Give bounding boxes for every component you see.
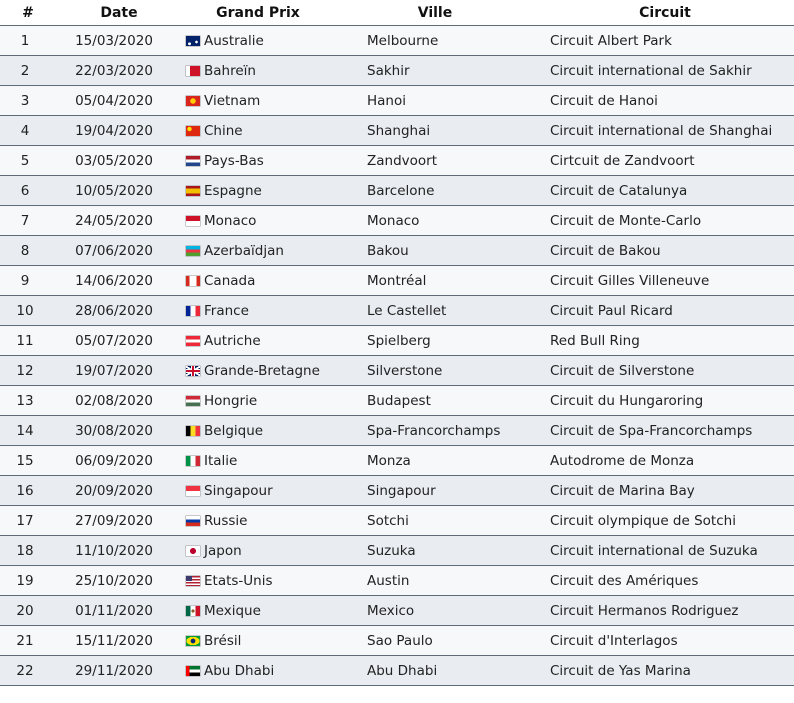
city-name: Shanghai: [364, 116, 546, 146]
grand-prix-cell: [182, 146, 364, 176]
flag-belgium-icon: [186, 426, 200, 436]
round-number: 12: [0, 356, 56, 386]
circuit-name: Circuit Paul Ricard: [546, 296, 794, 326]
grand-prix-cell: [182, 446, 364, 476]
table-row: [0, 86, 794, 116]
round-number: 7: [0, 206, 56, 236]
round-number: 20: [0, 596, 56, 626]
race-date: 15/11/2020: [56, 626, 182, 656]
grand-prix-cell: [182, 536, 364, 566]
table-row: [0, 596, 794, 626]
race-date: 05/07/2020: [56, 326, 182, 356]
round-number: 11: [0, 326, 56, 356]
round-number: 17: [0, 506, 56, 536]
circuit-name: Circuit du Hungaroring: [546, 386, 794, 416]
grand-prix-cell: [182, 86, 364, 116]
flag-usa-icon: [186, 576, 200, 586]
grand-prix-name: Singapour: [204, 482, 273, 499]
race-date: 27/09/2020: [56, 506, 182, 536]
circuit-name: Circuit de Monte-Carlo: [546, 206, 794, 236]
header-circuit: Circuit: [546, 0, 794, 26]
header-num: #: [0, 0, 56, 26]
table-row: [0, 446, 794, 476]
flag-brazil-icon: [186, 636, 200, 646]
grand-prix-cell: [182, 206, 364, 236]
city-name: Zandvoort: [364, 146, 546, 176]
round-number: 18: [0, 536, 56, 566]
race-date: 15/03/2020: [56, 26, 182, 56]
flag-russia-icon: [186, 516, 200, 526]
race-date: 25/10/2020: [56, 566, 182, 596]
flag-italy-icon: [186, 456, 200, 466]
grand-prix-name: Pays-Bas: [204, 152, 264, 169]
flag-uae-icon: [186, 666, 200, 676]
table-row: [0, 656, 794, 686]
race-date: 30/08/2020: [56, 416, 182, 446]
flag-monaco-icon: [186, 216, 200, 226]
circuit-name: Red Bull Ring: [546, 326, 794, 356]
table-row: [0, 536, 794, 566]
flag-bahrain-icon: [186, 66, 200, 76]
grand-prix-cell: [182, 416, 364, 446]
grand-prix-cell: [182, 326, 364, 356]
table-row: [0, 56, 794, 86]
grand-prix-name: Autriche: [204, 332, 261, 349]
grand-prix-name: Vietnam: [204, 92, 261, 109]
city-name: Le Castellet: [364, 296, 546, 326]
round-number: 19: [0, 566, 56, 596]
circuit-name: Circuit de Hanoi: [546, 86, 794, 116]
round-number: 21: [0, 626, 56, 656]
round-number: 15: [0, 446, 56, 476]
table-row: [0, 566, 794, 596]
circuit-name: Circuit des Amériques: [546, 566, 794, 596]
header-date: Date: [56, 0, 182, 26]
grand-prix-name: Chine: [204, 122, 243, 139]
grand-prix-name: Azerbaïdjan: [204, 242, 284, 259]
city-name: Monza: [364, 446, 546, 476]
circuit-name: Circuit international de Sakhir: [546, 56, 794, 86]
grand-prix-name: Espagne: [204, 182, 262, 199]
race-date: 24/05/2020: [56, 206, 182, 236]
circuit-name: Circuit de Yas Marina: [546, 656, 794, 686]
round-number: 14: [0, 416, 56, 446]
grand-prix-cell: [182, 236, 364, 266]
race-date: 10/05/2020: [56, 176, 182, 206]
race-date: 19/07/2020: [56, 356, 182, 386]
race-date: 19/04/2020: [56, 116, 182, 146]
grand-prix-name: Bahreïn: [204, 62, 256, 79]
round-number: 16: [0, 476, 56, 506]
city-name: Sao Paulo: [364, 626, 546, 656]
grand-prix-name: France: [204, 302, 249, 319]
race-date: 03/05/2020: [56, 146, 182, 176]
flag-china-icon: [186, 126, 200, 136]
flag-mexico-icon: [186, 606, 200, 616]
circuit-name: Circuit d'Interlagos: [546, 626, 794, 656]
grand-prix-name: Belgique: [204, 422, 264, 439]
table-row: [0, 236, 794, 266]
grand-prix-cell: [182, 656, 364, 686]
round-number: 13: [0, 386, 56, 416]
city-name: Budapest: [364, 386, 546, 416]
table-row: [0, 26, 794, 56]
city-name: Suzuka: [364, 536, 546, 566]
round-number: 4: [0, 116, 56, 146]
city-name: Spielberg: [364, 326, 546, 356]
city-name: Singapour: [364, 476, 546, 506]
flag-canada-icon: [186, 276, 200, 286]
grand-prix-name: Russie: [204, 512, 248, 529]
city-name: Sakhir: [364, 56, 546, 86]
table-row: [0, 116, 794, 146]
grand-prix-name: Grande-Bretagne: [204, 362, 320, 379]
circuit-name: Circuit international de Shanghai: [546, 116, 794, 146]
grand-prix-cell: [182, 176, 364, 206]
city-name: Mexico: [364, 596, 546, 626]
flag-australia-icon: [186, 36, 200, 46]
race-date: 28/06/2020: [56, 296, 182, 326]
race-date: 22/03/2020: [56, 56, 182, 86]
city-name: Melbourne: [364, 26, 546, 56]
table-row: [0, 146, 794, 176]
flag-japan-icon: [186, 546, 200, 556]
grand-prix-cell: [182, 266, 364, 296]
grand-prix-cell: [182, 116, 364, 146]
grand-prix-name: Australie: [204, 32, 264, 49]
race-date: 11/10/2020: [56, 536, 182, 566]
table-row: [0, 176, 794, 206]
circuit-name: Circuit Hermanos Rodriguez: [546, 596, 794, 626]
round-number: 10: [0, 296, 56, 326]
header-grand-prix: Grand Prix: [182, 0, 364, 26]
race-date: 29/11/2020: [56, 656, 182, 686]
table-row: [0, 476, 794, 506]
circuit-name: Circuit de Catalunya: [546, 176, 794, 206]
round-number: 2: [0, 56, 56, 86]
circuit-name: Cirtcuit de Zandvoort: [546, 146, 794, 176]
city-name: Spa-Francorchamps: [364, 416, 546, 446]
grand-prix-cell: [182, 566, 364, 596]
race-date: 07/06/2020: [56, 236, 182, 266]
race-date: 01/11/2020: [56, 596, 182, 626]
header-city: Ville: [364, 0, 546, 26]
grand-prix-name: Monaco: [204, 212, 257, 229]
grand-prix-cell: [182, 56, 364, 86]
grand-prix-cell: [182, 506, 364, 536]
grand-prix-name: Canada: [204, 272, 256, 289]
table-row: [0, 356, 794, 386]
grand-prix-cell: [182, 386, 364, 416]
flag-france-icon: [186, 306, 200, 316]
round-number: 1: [0, 26, 56, 56]
race-date: 02/08/2020: [56, 386, 182, 416]
circuit-name: Circuit de Spa-Francorchamps: [546, 416, 794, 446]
flag-vietnam-icon: [186, 96, 200, 106]
city-name: Silverstone: [364, 356, 546, 386]
grand-prix-name: Etats-Unis: [204, 572, 273, 589]
round-number: 22: [0, 656, 56, 686]
grand-prix-name: Hongrie: [204, 392, 258, 409]
round-number: 3: [0, 86, 56, 116]
table-row: [0, 296, 794, 326]
flag-uk-icon: [186, 366, 200, 376]
grand-prix-cell: [182, 26, 364, 56]
flag-singapore-icon: [186, 486, 200, 496]
table-row: [0, 416, 794, 446]
circuit-name: Circuit Gilles Villeneuve: [546, 266, 794, 296]
table-row: [0, 386, 794, 416]
race-date: 06/09/2020: [56, 446, 182, 476]
round-number: 9: [0, 266, 56, 296]
circuit-name: Circuit international de Suzuka: [546, 536, 794, 566]
grand-prix-name: Abu Dhabi: [204, 662, 275, 679]
city-name: Abu Dhabi: [364, 656, 546, 686]
table-row: [0, 506, 794, 536]
round-number: 8: [0, 236, 56, 266]
grand-prix-name: Mexique: [204, 602, 261, 619]
flag-austria-icon: [186, 336, 200, 346]
race-date: 05/04/2020: [56, 86, 182, 116]
grand-prix-cell: [182, 356, 364, 386]
city-name: Montréal: [364, 266, 546, 296]
circuit-name: Circuit de Marina Bay: [546, 476, 794, 506]
circuit-name: Circuit de Silverstone: [546, 356, 794, 386]
table-row: [0, 206, 794, 236]
grand-prix-cell: [182, 476, 364, 506]
race-date: 20/09/2020: [56, 476, 182, 506]
race-date: 14/06/2020: [56, 266, 182, 296]
circuit-name: Autodrome de Monza: [546, 446, 794, 476]
city-name: Austin: [364, 566, 546, 596]
city-name: Monaco: [364, 206, 546, 236]
flag-spain-icon: [186, 186, 200, 196]
round-number: 5: [0, 146, 56, 176]
city-name: Barcelone: [364, 176, 546, 206]
city-name: Hanoi: [364, 86, 546, 116]
grand-prix-name: Japon: [204, 542, 242, 559]
table-row: [0, 266, 794, 296]
circuit-name: Circuit de Bakou: [546, 236, 794, 266]
grand-prix-cell: [182, 596, 364, 626]
circuit-name: Circuit Albert Park: [546, 26, 794, 56]
header-row: [0, 0, 794, 26]
grand-prix-cell: [182, 626, 364, 656]
city-name: Bakou: [364, 236, 546, 266]
circuit-name: Circuit olympique de Sotchi: [546, 506, 794, 536]
grand-prix-cell: [182, 296, 364, 326]
flag-azerbaijan-icon: [186, 246, 200, 256]
flag-hungary-icon: [186, 396, 200, 406]
round-number: 6: [0, 176, 56, 206]
grand-prix-name: Italie: [204, 452, 238, 469]
grand-prix-name: Brésil: [204, 632, 242, 649]
table-row: [0, 326, 794, 356]
city-name: Sotchi: [364, 506, 546, 536]
table-row: [0, 626, 794, 656]
flag-netherlands-icon: [186, 156, 200, 166]
